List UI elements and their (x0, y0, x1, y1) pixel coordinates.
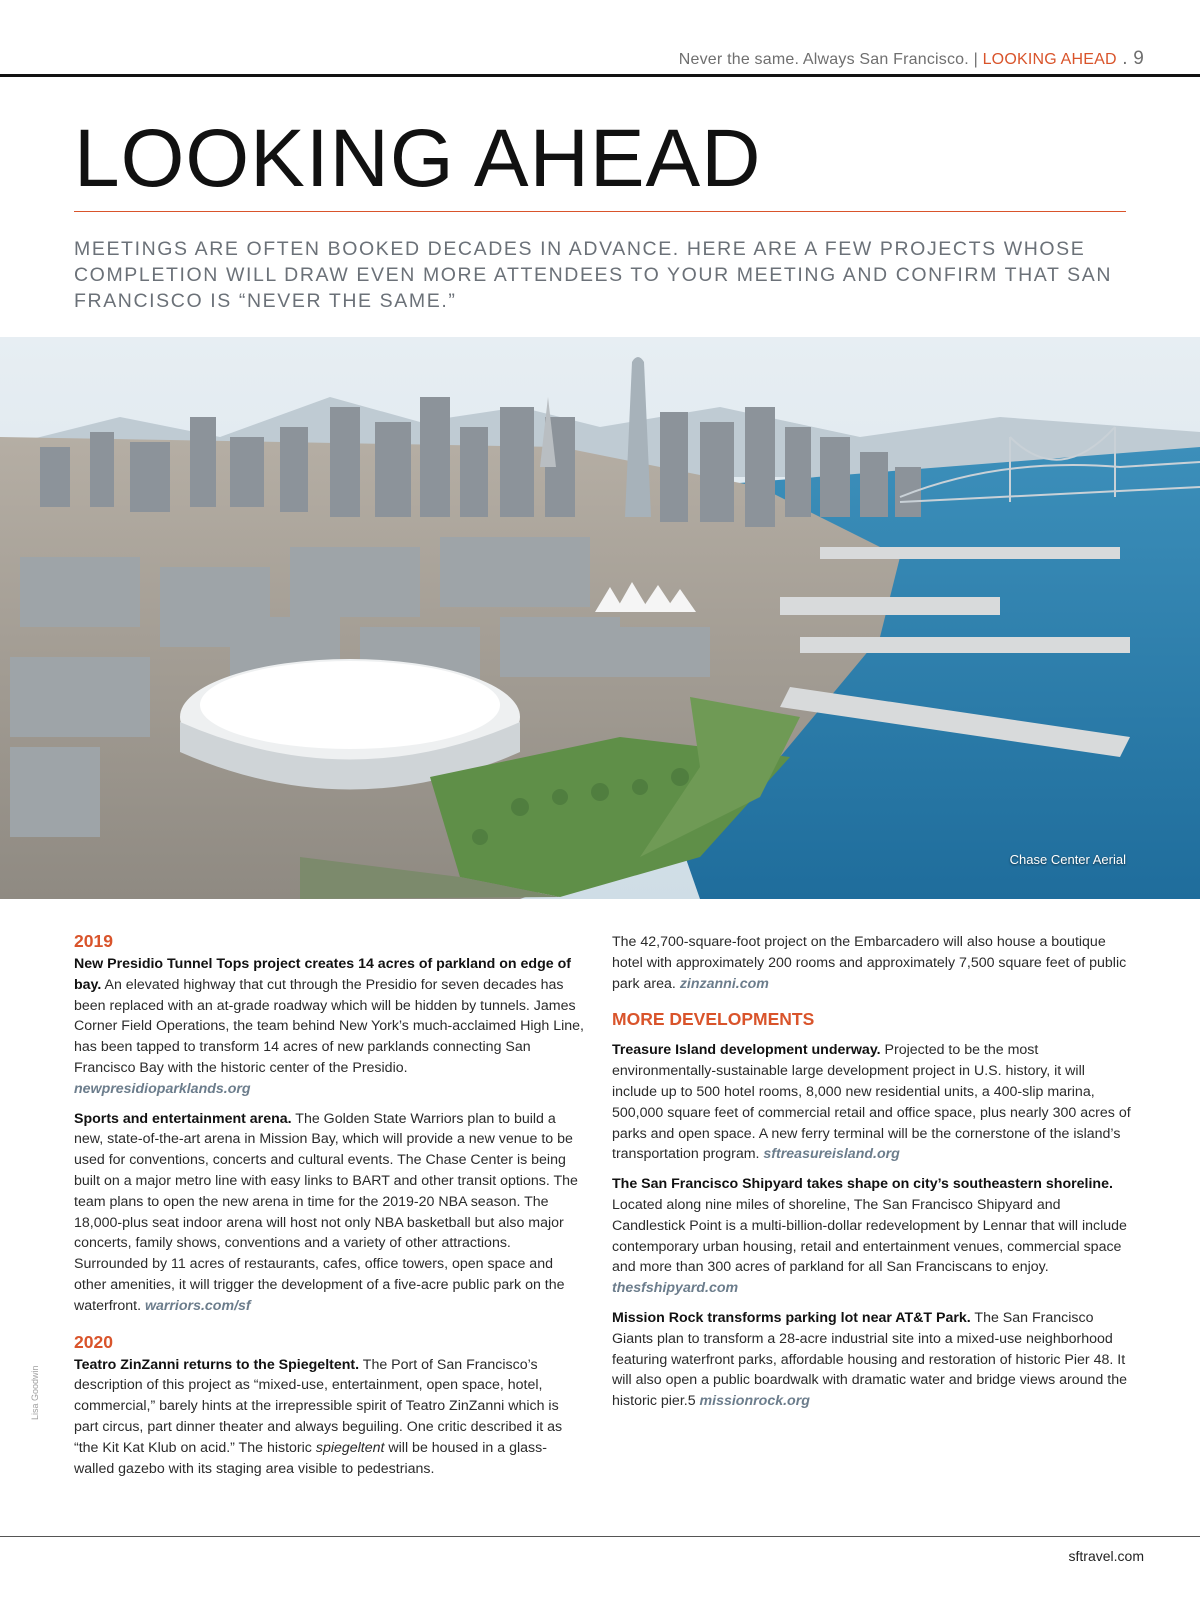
teatro-body-2: will be housed in a glass-walled gazebo with its staging area visible to pedestrians. (74, 1439, 547, 1477)
arena-link[interactable]: warriors.com/sf (144, 1297, 251, 1314)
presidio-lead: New Presidio Tunnel Tops project creates 14 acres of parkland on edge of bay. (74, 956, 571, 993)
footer-url[interactable]: sftravel.com (1068, 1548, 1144, 1564)
footer-rule (0, 1536, 1200, 1537)
header-rule (0, 74, 1200, 77)
shipyard-body: Located along nine miles of shoreline, The San Francisco Shipyard and Candlestick Point is a multi-billion-dollar redevelopment by Lennar that will include contemporary urban housing, retail and entertainment venues, commercial space and more than 300 acres of parkland for all San Franciscans to enjoy. (612, 1196, 1127, 1276)
treasure-paragraph (612, 1040, 1132, 1165)
teatro-continued: The 42,700-square-foot project on the Embarcadero will also house a boutique hotel with approximately 200 rooms and approximately 7,500 square feet of public park area. (612, 934, 1127, 992)
mission-link[interactable]: missionrock.org (699, 1393, 810, 1410)
treasure-lead: Treasure Island development underway. (612, 1042, 881, 1059)
teatro-paragraph (74, 1355, 586, 1480)
left-column (74, 930, 586, 1488)
photo-credit: Lisa Goodwin (30, 1365, 40, 1420)
presidio-paragraph (74, 954, 586, 1100)
shipyard-lead: The San Francisco Shipyard takes shape on city’s southeastern shoreline. (612, 1176, 1113, 1193)
running-header (0, 44, 1200, 74)
mission-body: The San Francisco Giants plan to transform a 28-acre industrial site into a mixed-use neighborhood featuring waterfront parks, affordable housing and restoration of historic Pier 48. It will also open a public boardwalk with dramatic water and bridge views around the historic pier.5 (612, 1309, 1127, 1410)
presidio-link[interactable]: newpresidioparklands.org (74, 1080, 251, 1097)
year-2019-heading: 2019 (74, 931, 113, 951)
treasure-body: Projected to be the most environmentally-sustainable large development project in U.S. history, it will include up to 500 hotel rooms, 8,000 new residential units, a 400-slip marina, 500,000 square feet of commercial retail and office space, plus nearly 300 acres of parks and open space. A new ferry terminal will be the cornerstone of the island’s transportation program. (612, 1042, 1131, 1163)
hero-caption: Chase Center Aerial (1009, 852, 1126, 867)
mission-paragraph (612, 1308, 1132, 1412)
teatro-body-1: The Port of San Francisco’s description of this project as “mixed-use, entertainment, open space, hotel, commercial,” barely hints at the irrepressible spirit of Teatro ZinZanni which is part circus, part dinner theater and always beguiling. One critic described it as “the Kit Kat Klub on acid.” The historic (74, 1356, 563, 1456)
treasure-link[interactable]: sftreasureisland.org (763, 1146, 900, 1163)
more-developments-heading: MORE DEVELOPMENTS (612, 1009, 815, 1030)
arena-lead: Sports and entertainment arena. (74, 1110, 292, 1127)
page-number: . 9 (1116, 48, 1144, 69)
shipyard-link[interactable]: thesfshipyard.com (612, 1280, 739, 1297)
mission-lead: Mission Rock transforms parking lot near AT&T Park. (612, 1309, 971, 1326)
presidio-body: An elevated highway that cut through the Presidio for seven decades has been replaced with an at-grade roadway which will be hidden by tunnels. James Corner Field Operations, the team behind New York’s much-acclaimed High Line, has been tapped to transform 14 acres of new parklands connecting San Francisco Bay with the historic center of the Presidio. (74, 976, 584, 1076)
city-aerial-illustration (0, 337, 1200, 899)
shipyard-paragraph (612, 1174, 1132, 1299)
header-tagline: Never the same. Always San Francisco. | (678, 51, 983, 68)
year-2020-heading: 2020 (74, 1331, 113, 1352)
header-section: LOOKING AHEAD (982, 51, 1117, 68)
arena-body: The Golden State Warriors plan to build a new, state-of-the-art arena in Mission Bay, which will provide a new venue to be used for conventions, concerts and cultural events. The Chase Center is being built on a major metro line with easy links to BART and other transit options. The team plans to open the new arena in time for the 2019-20 NBA season. The 18,000-plus seat indoor arena will host not only NBA basketball but also major concerts, family shows, conventions and a variety of other attractions. Surrounded by 11 acres of restaurants, cafes, office towers, open space and other amenities, it will trigger the development of a five-acre public park on the waterfront. (74, 1110, 578, 1314)
hero-image (0, 337, 1200, 899)
teatro-italic: spiegeltent (315, 1439, 385, 1456)
zinzanni-link[interactable]: zinzanni.com (679, 975, 769, 992)
page-title: LOOKING AHEAD (74, 113, 762, 204)
title-rule (74, 211, 1126, 212)
intro-text: MEETINGS ARE OFTEN BOOKED DECADES IN ADVANCE. HERE ARE A FEW PROJECTS WHOSE COMPLETION WILL DRAW EVEN MORE ATTENDEES TO YOUR MEETING AND CONFIRM THAT SAN FRANCISCO IS “NEVER THE SAME.” (74, 238, 1113, 312)
teatro-lead: Teatro ZinZanni returns to the Spiegeltent. (74, 1356, 360, 1373)
arena-paragraph (74, 1109, 586, 1317)
teatro-continued-paragraph (612, 932, 1132, 994)
right-column (612, 932, 1132, 1421)
